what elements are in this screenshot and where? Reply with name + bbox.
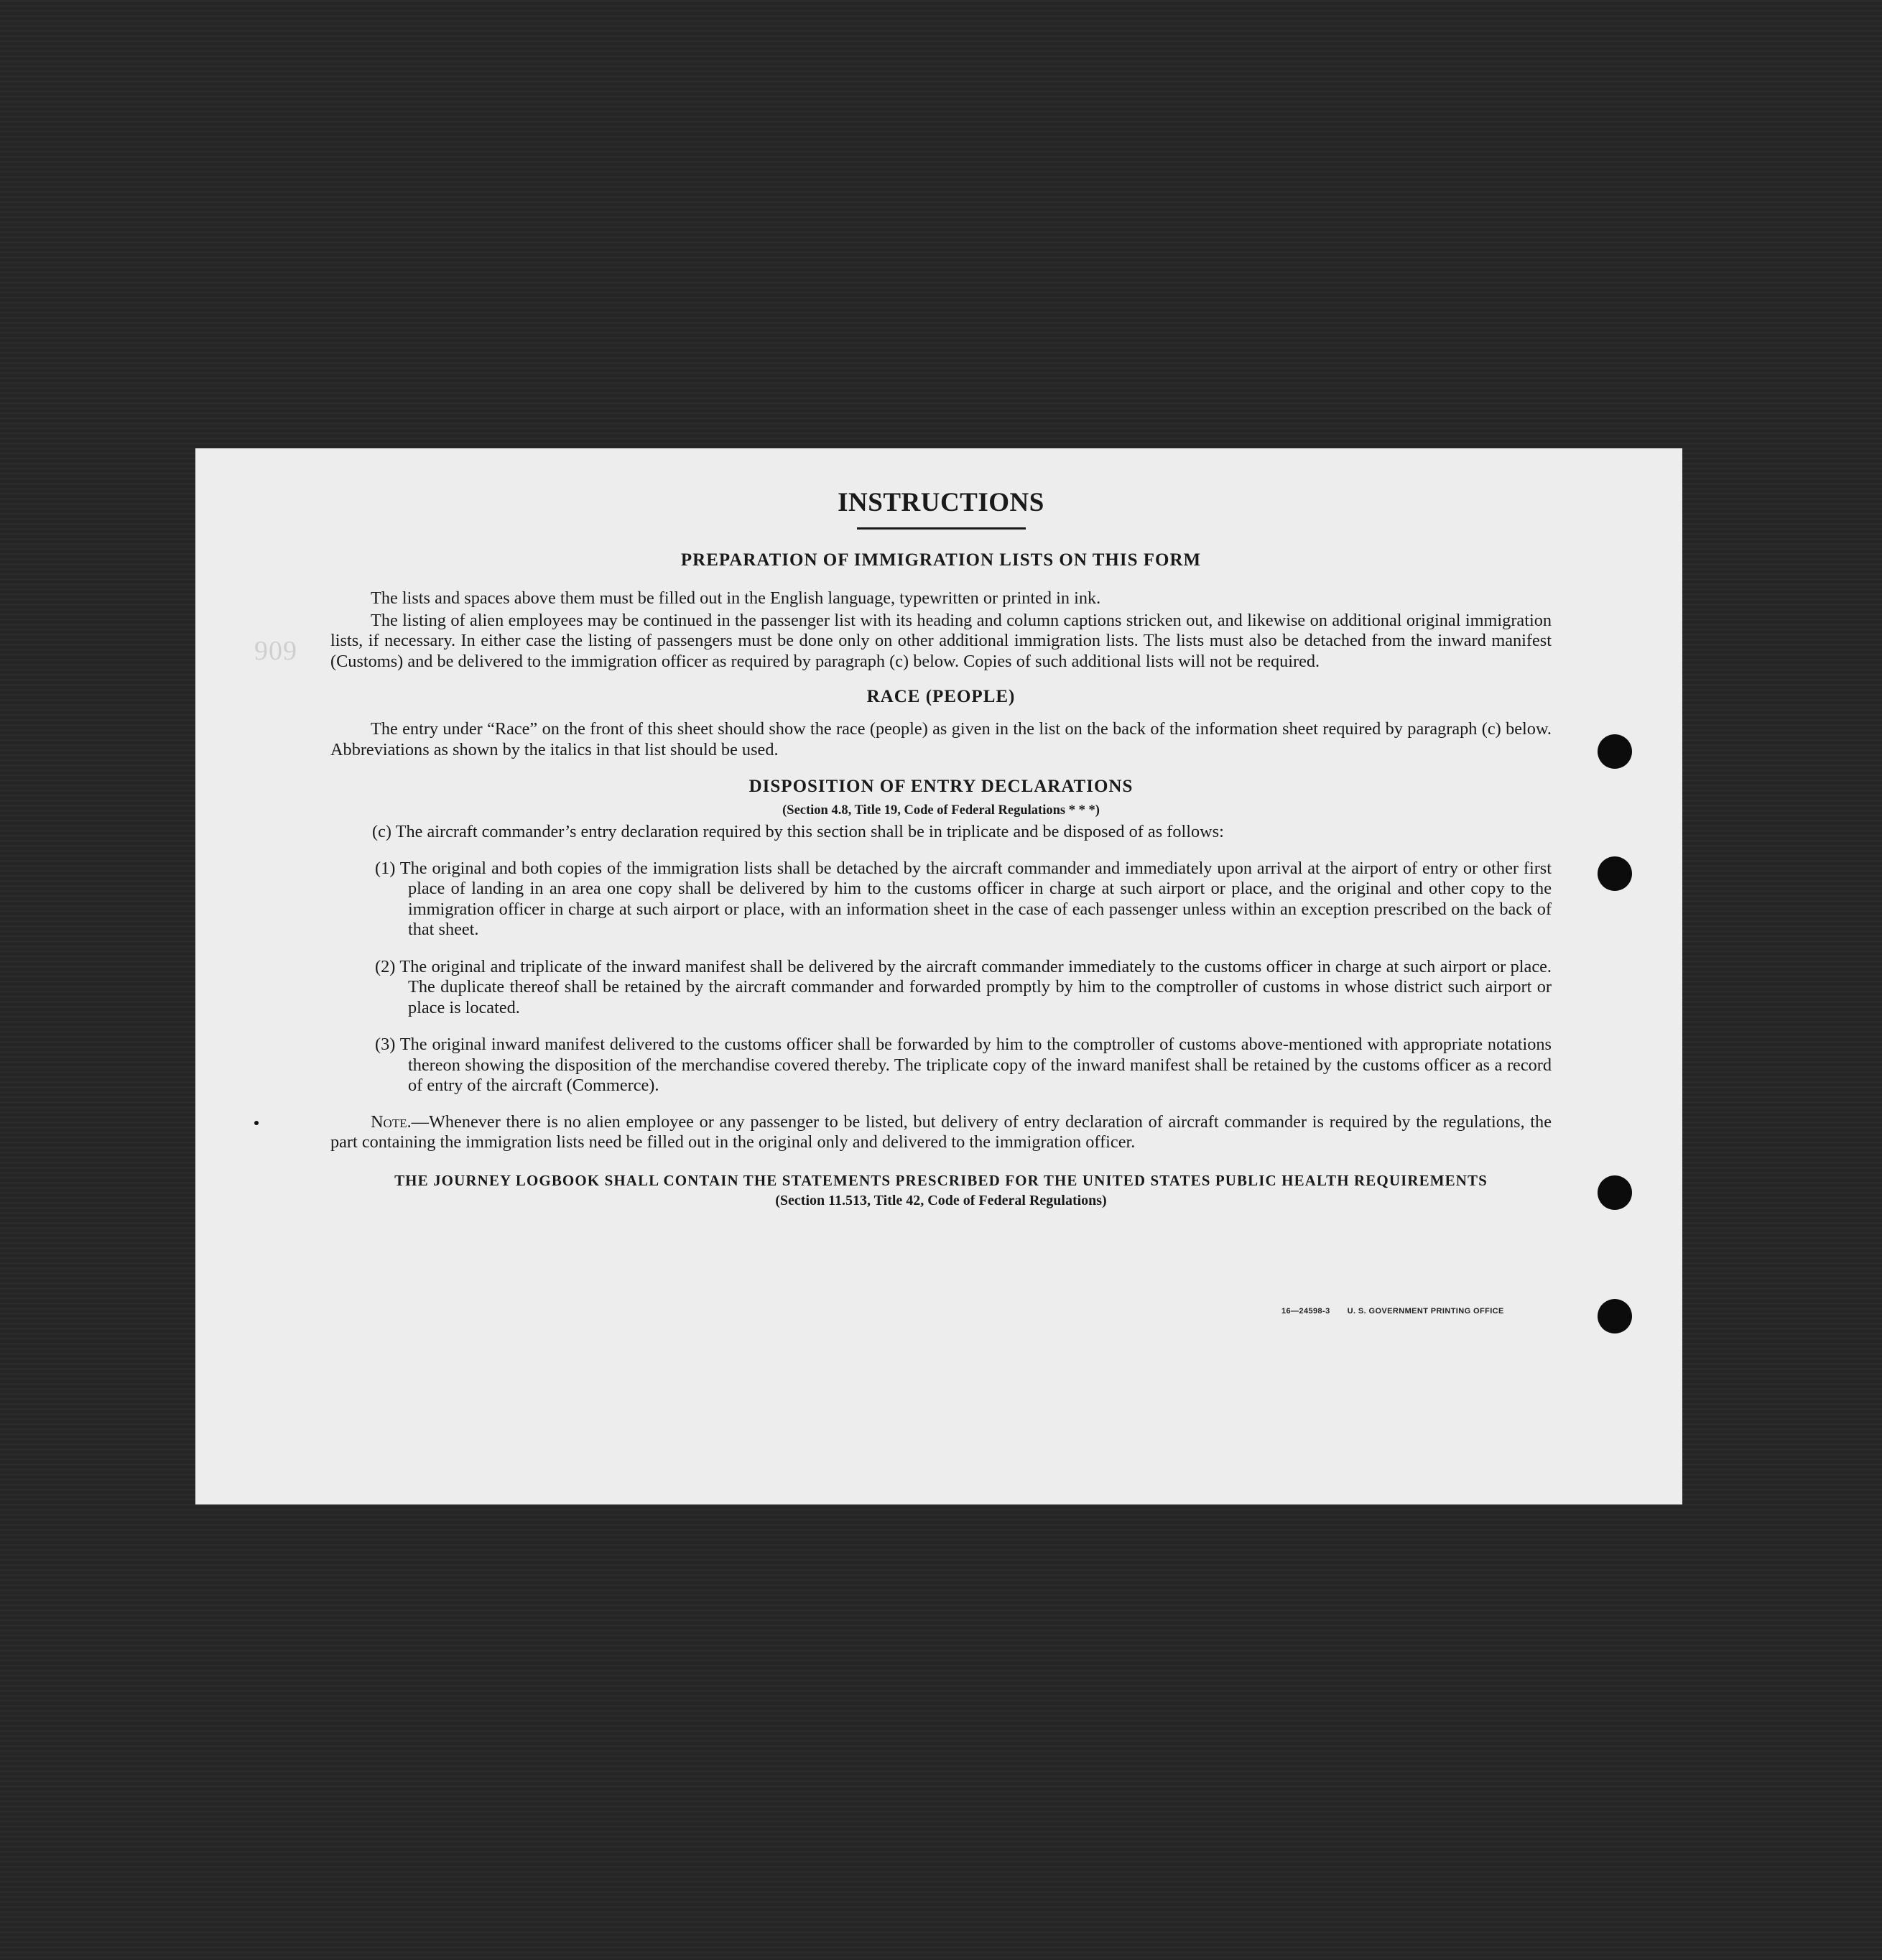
punch-hole-2	[1598, 856, 1632, 891]
section-reference-title19: (Section 4.8, Title 19, Code of Federal Regulations * * *)	[782, 803, 1100, 818]
paragraph-race: The entry under “Race” on the front of this sheet should show the race (people) as given in the list on the back of the information sheet required by paragraph (c) below. Abbreviations as shown by the italics in that list should be used.	[330, 719, 1552, 759]
footer-health-requirements: THE JOURNEY LOGBOOK SHALL CONTAIN THE STATEMENTS PRESCRIBED FOR THE UNITED STATES PUBLIC HEALTH REQUIREMENTS	[394, 1171, 1488, 1189]
title-underline	[857, 527, 1026, 530]
note-paragraph	[330, 1112, 1552, 1153]
stray-mark	[254, 1121, 259, 1125]
punch-hole-1	[1598, 734, 1632, 769]
list-item-3: (3) The original inward manifest delivered to the customs officer shall be forwarded by him to the comptroller of customs above-mentioned with appropriate notations thereon showing the disposition of the merchandise covered thereby. The triplicate copy of the inward manifest shall be retained by the customs officer as a record of entry of the aircraft (Commerce).	[375, 1035, 1552, 1095]
punch-hole-3	[1598, 1175, 1632, 1210]
printer-imprint	[1281, 1307, 1554, 1316]
list-item-1: (1) The original and both copies of the immigration lists shall be detached by the aircraft commander and immediately upon arrival at the airport of entry or other first place of landing in an area one copy shall be delivered by him to the customs officer in charge at such airport or place, and the original and other copy to the immigration officer in charge at such airport or place, with an information sheet in the case of each passenger unless within an exception prescribed on the back of that sheet.	[375, 858, 1552, 939]
section-heading-preparation: PREPARATION OF IMMIGRATION LISTS ON THIS FORM	[680, 550, 1202, 570]
document-content	[330, 486, 1552, 1211]
paragraph-alien-employees: The listing of alien employees may be continued in the passenger list with its heading and column captions stricken out, and likewise on additional original immigration lists, if necessary. In either case the listing of passengers must be done only on other additional immigration lists. The lists must also be detached from the inward manifest (Customs) and be delivered to the immigration officer as required by paragraph (c) below. Copies of such additional lists will not be required.	[330, 610, 1552, 671]
faint-margin-number: 909	[254, 636, 297, 666]
paragraph-english-language: The lists and spaces above them must be filled out in the English language, typewritten or printed in ink.	[371, 588, 1101, 608]
footer-reference-title42: (Section 11.513, Title 42, Code of Federal Regulations)	[775, 1192, 1107, 1208]
note-text: —Whenever there is no alien employee or any passenger to be listed, but delivery of entry declaration of aircraft commander is required by the regulations, the part containing the immigration lists need be filled out in the original only and delivered to the immigration officer.	[330, 1111, 1552, 1152]
punch-hole-4	[1598, 1299, 1632, 1333]
list-item-2: (2) The original and triplicate of the inward manifest shall be delivered by the aircraft commander immediately to the customs officer in charge at such airport or place. The duplicate thereof shall be retained by the aircraft commander and forwarded promptly by him to the comptroller of customs in whose district such airport or place is located.	[375, 956, 1552, 1017]
printer-name: U. S. GOVERNMENT PRINTING OFFICE	[1347, 1307, 1504, 1316]
document-sheet	[195, 448, 1682, 1504]
section-heading-disposition: DISPOSITION OF ENTRY DECLARATIONS	[748, 777, 1134, 796]
document-title: INSTRUCTIONS	[838, 488, 1044, 517]
form-number: 16—24598-3	[1281, 1307, 1330, 1316]
section-heading-race: RACE (PEOPLE)	[866, 687, 1016, 706]
note-label: Note.	[371, 1111, 412, 1132]
paragraph-c-intro: (c) The aircraft commander’s entry declaration required by this section shall be in triplicate and be disposed of as follows:	[372, 822, 1224, 841]
